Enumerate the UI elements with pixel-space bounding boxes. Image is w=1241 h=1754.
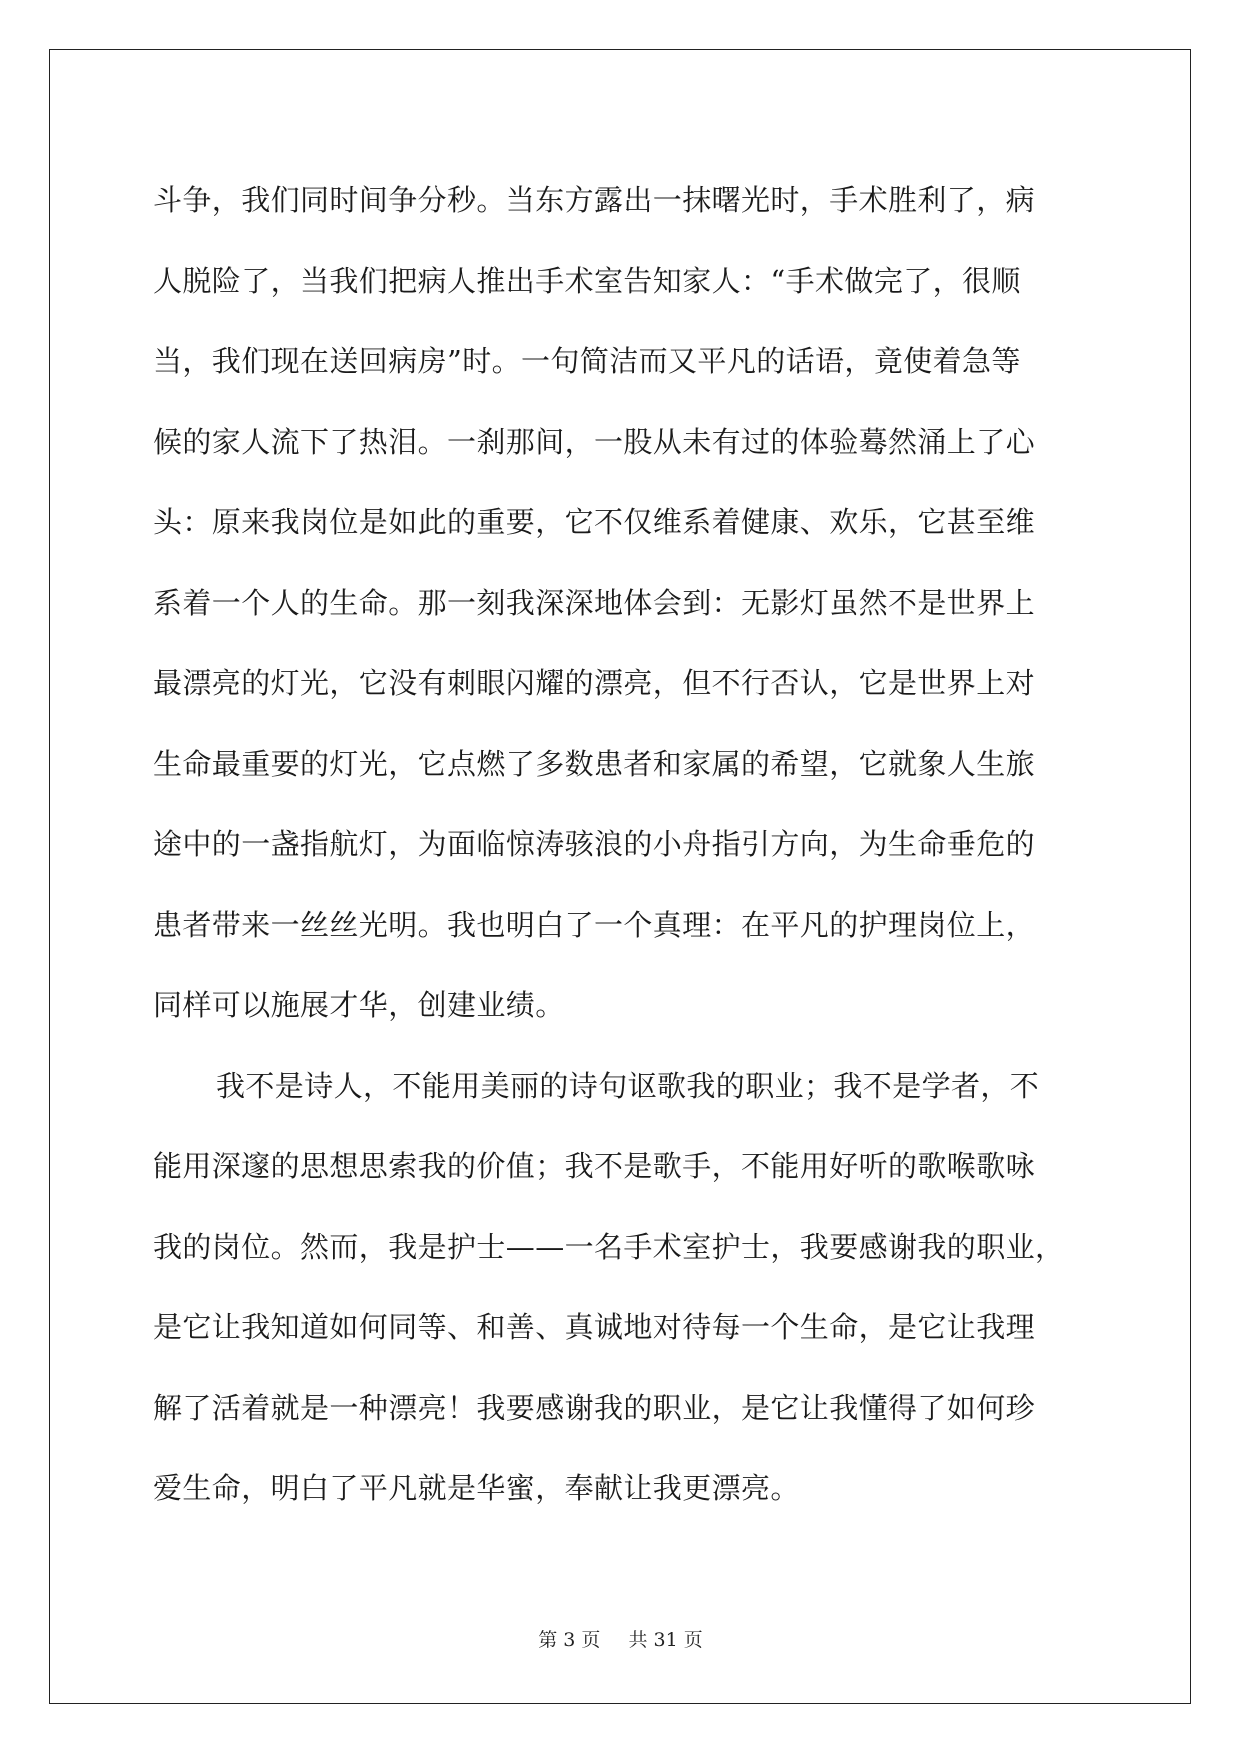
text-line: 途中的一盏指航灯，为面临惊涛骇浪的小舟指引方向，为生命垂危的 [153,827,1036,861]
paragraph-1 [153,160,1088,1046]
text-line: 我的岗位。然而，我是护士——一名手术室护士，我要感谢我的职业， [153,1229,1065,1264]
text-line: 能用深邃的思想思索我的价值；我不是歌手，不能用好听的歌喉歌咏 [153,1149,1036,1183]
page-footer [0,1628,1241,1652]
text-line: 患者带来一丝丝光明。我也明白了一个真理：在平凡的护理岗位上， [153,907,1036,942]
text-line: 生命最重要的灯光，它点燃了多数患者和家属的希望，它就象人生旅 [153,746,1036,781]
text-line: 候的家人流下了热泪。一刹那间，一股从未有过的体验蓦然涌上了心 [153,424,1036,459]
text-line: 当，我们现在送回病房”时。一句简洁而又平凡的话语，竟使着急等 [153,344,1021,378]
page-number: 第 3 页 [538,1629,601,1651]
text-line: 解了活着就是一种漂亮！我要感谢我的职业，是它让我懂得了如何珍 [153,1390,1036,1425]
text-line: 同样可以施展才华，创建业绩。 [153,988,565,1022]
text-line: 系着一个人的生命。那一刻我深深地体会到：无影灯虽然不是世界上 [153,585,1036,620]
paragraph-2 [153,1046,1088,1529]
page-total: 共 31 页 [628,1629,703,1651]
document-body [153,160,1088,1529]
text-line: 最漂亮的灯光，它没有刺眼闪耀的漂亮，但不行否认，它是世界上对 [153,666,1036,700]
text-line: 爱生命，明白了平凡就是华蜜，奉献让我更漂亮。 [153,1471,800,1505]
text-line: 斗争，我们同时间争分秒。当东方露出一抹曙光时，手术胜利了，病 [153,183,1036,217]
text-line: 我不是诗人，不能用美丽的诗句讴歌我的职业；我不是学者，不 [216,1068,1040,1103]
text-line: 头：原来我岗位是如此的重要，它不仅维系着健康、欢乐，它甚至维 [153,505,1036,539]
text-line: 人脱险了，当我们把病人推出手术室告知家人：“手术做完了，很顺 [153,263,1021,298]
text-line: 是它让我知道如何同等、和善、真诚地对待每一个生命，是它让我理 [153,1310,1036,1344]
